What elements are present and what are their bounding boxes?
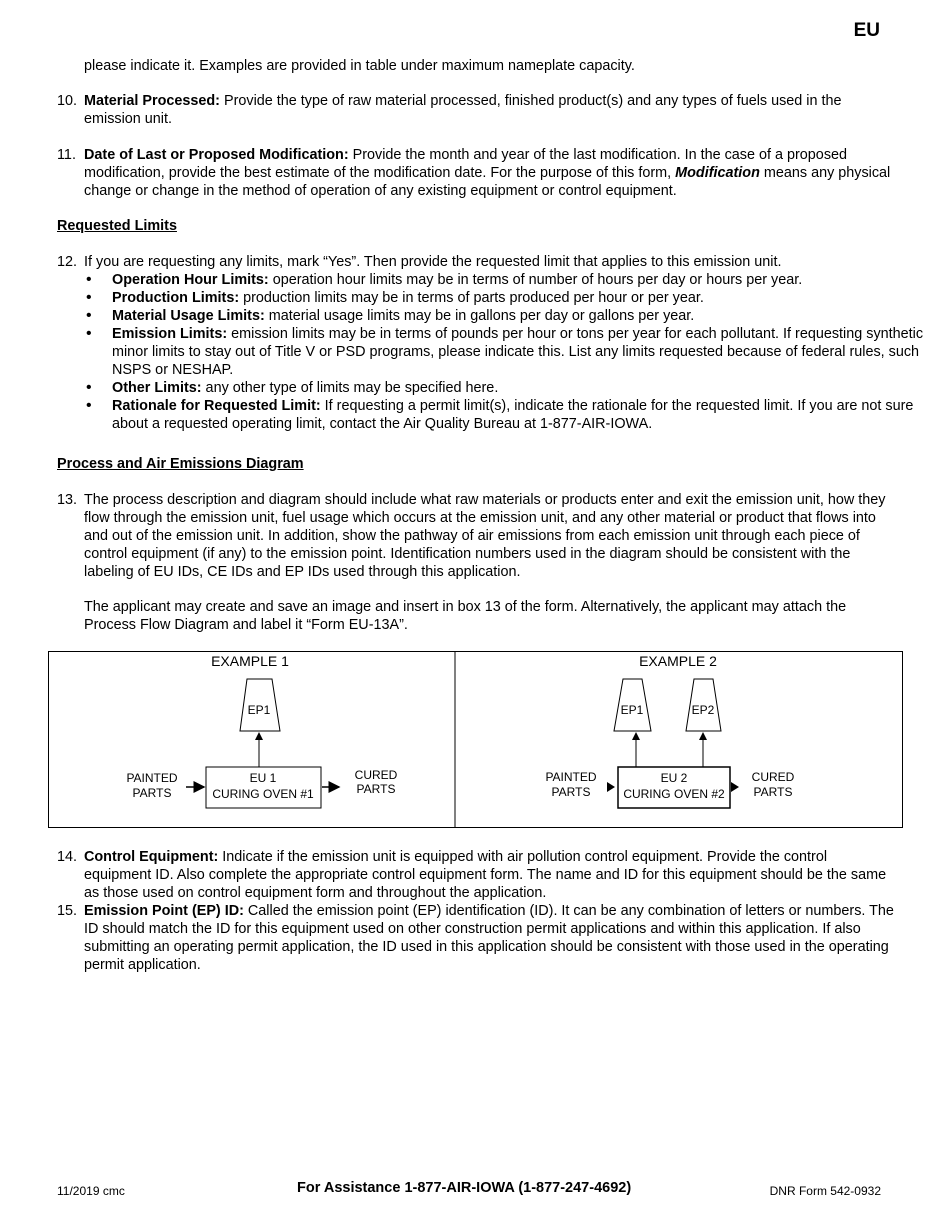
footer-date: 11/2019 cmc bbox=[57, 1184, 125, 1198]
process-diagram-examples bbox=[48, 651, 903, 828]
arrowhead-icon bbox=[731, 782, 739, 792]
input-label: PARTS bbox=[551, 785, 591, 799]
process-diagram-heading: Process and Air Emissions Diagram bbox=[57, 456, 304, 472]
limit-text: If requesting a permit limit(s), indicate the rationale for the requested limit. If you are not sure about a requested operating limit, contact the Air Quality Bureau at 1-877-AIR-IOWA. bbox=[112, 398, 914, 432]
limit-text: emission limits may be in terms of pounds per hour or tons per year for each pollutant. If requesting synthetic minor limits to stay out of Title V or PSD programs, please indicate this. List any limits requested because of federal rules, such NSPS or NESHAP. bbox=[112, 326, 924, 378]
item-15-number: 15. bbox=[57, 903, 78, 919]
item-15-label: Emission Point (EP) ID: bbox=[84, 903, 244, 919]
limit-item bbox=[112, 289, 924, 307]
item-15-text: Called the emission point (EP) identification (ID). It can be any combination of letters or numbers. The ID should match the ID for this equipment used on other construction permit applications and within this application. If also submitting an operating permit application, the ID used in this application should be consistent with those used in the operating permit application. bbox=[84, 903, 894, 973]
item-11-text: Provide the month and year of the last modification. In the case of a proposed modification, provide the best estimate of the modification date. For the purpose of this form, bbox=[84, 147, 848, 181]
limit-item bbox=[112, 379, 924, 397]
limit-text: operation hour limits may be in terms of number of hours per day or hours per year. bbox=[268, 272, 803, 288]
footer-form-number: DNR Form 542-0932 bbox=[769, 1184, 881, 1198]
limits-list bbox=[84, 271, 924, 433]
example-2-title: EXAMPLE 2 bbox=[639, 653, 717, 669]
example-1-title: EXAMPLE 1 bbox=[211, 653, 289, 669]
item-10 bbox=[84, 92, 896, 128]
item-12-number: 12. bbox=[57, 254, 78, 270]
limit-item bbox=[112, 307, 924, 325]
limit-label: Operation Hour Limits: bbox=[112, 272, 269, 288]
requested-limits-heading: Requested Limits bbox=[57, 218, 177, 234]
item-10-number: 10. bbox=[57, 93, 78, 109]
modification-term: Modification bbox=[675, 165, 760, 181]
item-14-text: Indicate if the emission unit is equipped with air pollution control equipment. Provide the control equipment ID. Also complete the appropriate control equipment form. The name and ID for this equipment should be the same as those used on control equipment form and throughout the application. bbox=[84, 849, 887, 901]
item-10-label: Material Processed: bbox=[84, 93, 220, 109]
output-label: CURED bbox=[354, 768, 398, 782]
intro-continued: please indicate it. Examples are provided in table under maximum nameplate capacity. bbox=[84, 58, 635, 74]
limit-label: Emission Limits: bbox=[112, 326, 228, 342]
unit-name: CURING OVEN #2 bbox=[623, 787, 725, 801]
output-label: PARTS bbox=[753, 785, 793, 799]
limit-item bbox=[112, 397, 924, 433]
item-12-text: If you are requesting any limits, mark “Yes”. Then provide the requested limit that applies to this emission unit. bbox=[84, 254, 782, 270]
limit-label: Other Limits: bbox=[112, 380, 202, 396]
item-14-number: 14. bbox=[57, 849, 78, 865]
input-label: PARTS bbox=[132, 786, 172, 800]
item-10-text: Provide the type of raw material processed, finished product(s) and any types of fuels used in the emission unit. bbox=[84, 93, 842, 127]
arrowhead-icon bbox=[607, 782, 615, 792]
unit-id: EU 1 bbox=[249, 771, 277, 785]
item-11-number: 11. bbox=[57, 147, 76, 163]
ep1-label: EP1 bbox=[247, 703, 271, 717]
limit-text: any other type of limits may be specified here. bbox=[201, 380, 499, 396]
output-label: PARTS bbox=[356, 782, 396, 796]
item-11-text-2: means any physical change or change in the method of operation of any existing equipment or control equipment. bbox=[84, 165, 891, 199]
item-11-label: Date of Last or Proposed Modification: bbox=[84, 147, 349, 163]
input-label: PAINTED bbox=[126, 771, 178, 785]
unit-name: CURING OVEN #1 bbox=[212, 787, 314, 801]
limit-item bbox=[112, 271, 924, 289]
item-15 bbox=[84, 902, 896, 974]
limit-label: Material Usage Limits: bbox=[112, 308, 265, 324]
limit-label: Rationale for Requested Limit: bbox=[112, 398, 321, 414]
item-14 bbox=[84, 848, 896, 902]
ep2-label: EP2 bbox=[691, 703, 715, 717]
limit-text: material usage limits may be in gallons per day or gallons per year. bbox=[264, 308, 695, 324]
form-code: EU bbox=[853, 20, 880, 41]
item-11 bbox=[84, 146, 896, 200]
input-label: PAINTED bbox=[545, 770, 597, 784]
diagram-border bbox=[49, 652, 903, 828]
limit-item bbox=[112, 325, 924, 379]
unit-id: EU 2 bbox=[660, 771, 688, 785]
ep1-label: EP1 bbox=[620, 703, 644, 717]
limit-text: production limits may be in terms of parts produced per hour or per year. bbox=[239, 290, 704, 306]
item-13-text-2: The applicant may create and save an image and insert in box 13 of the form. Alternatively, the applicant may attach the Process Flow Diagram and label it “Form EU-13A”. bbox=[84, 599, 847, 633]
output-label: CURED bbox=[751, 770, 795, 784]
item-14-label: Control Equipment: bbox=[84, 849, 219, 865]
item-13-text: The process description and diagram should include what raw materials or products enter and exit the emission unit, how they flow through the emission unit, fuel usage which occurs at the emission unit, and any other material or product that flows into and out of the emission unit. In addition, show the pathway of air emissions from each emission unit through each piece of control equipment (if any) to the emission point. Identification numbers used in the diagram should be consistent with the labeling of EU IDs, CE IDs and EP IDs used through this application. bbox=[84, 492, 886, 580]
footer-assistance: For Assistance 1-877-AIR-IOWA (1-877-247-4692) bbox=[297, 1180, 632, 1196]
limit-label: Production Limits: bbox=[112, 290, 240, 306]
item-13-number: 13. bbox=[57, 492, 78, 508]
